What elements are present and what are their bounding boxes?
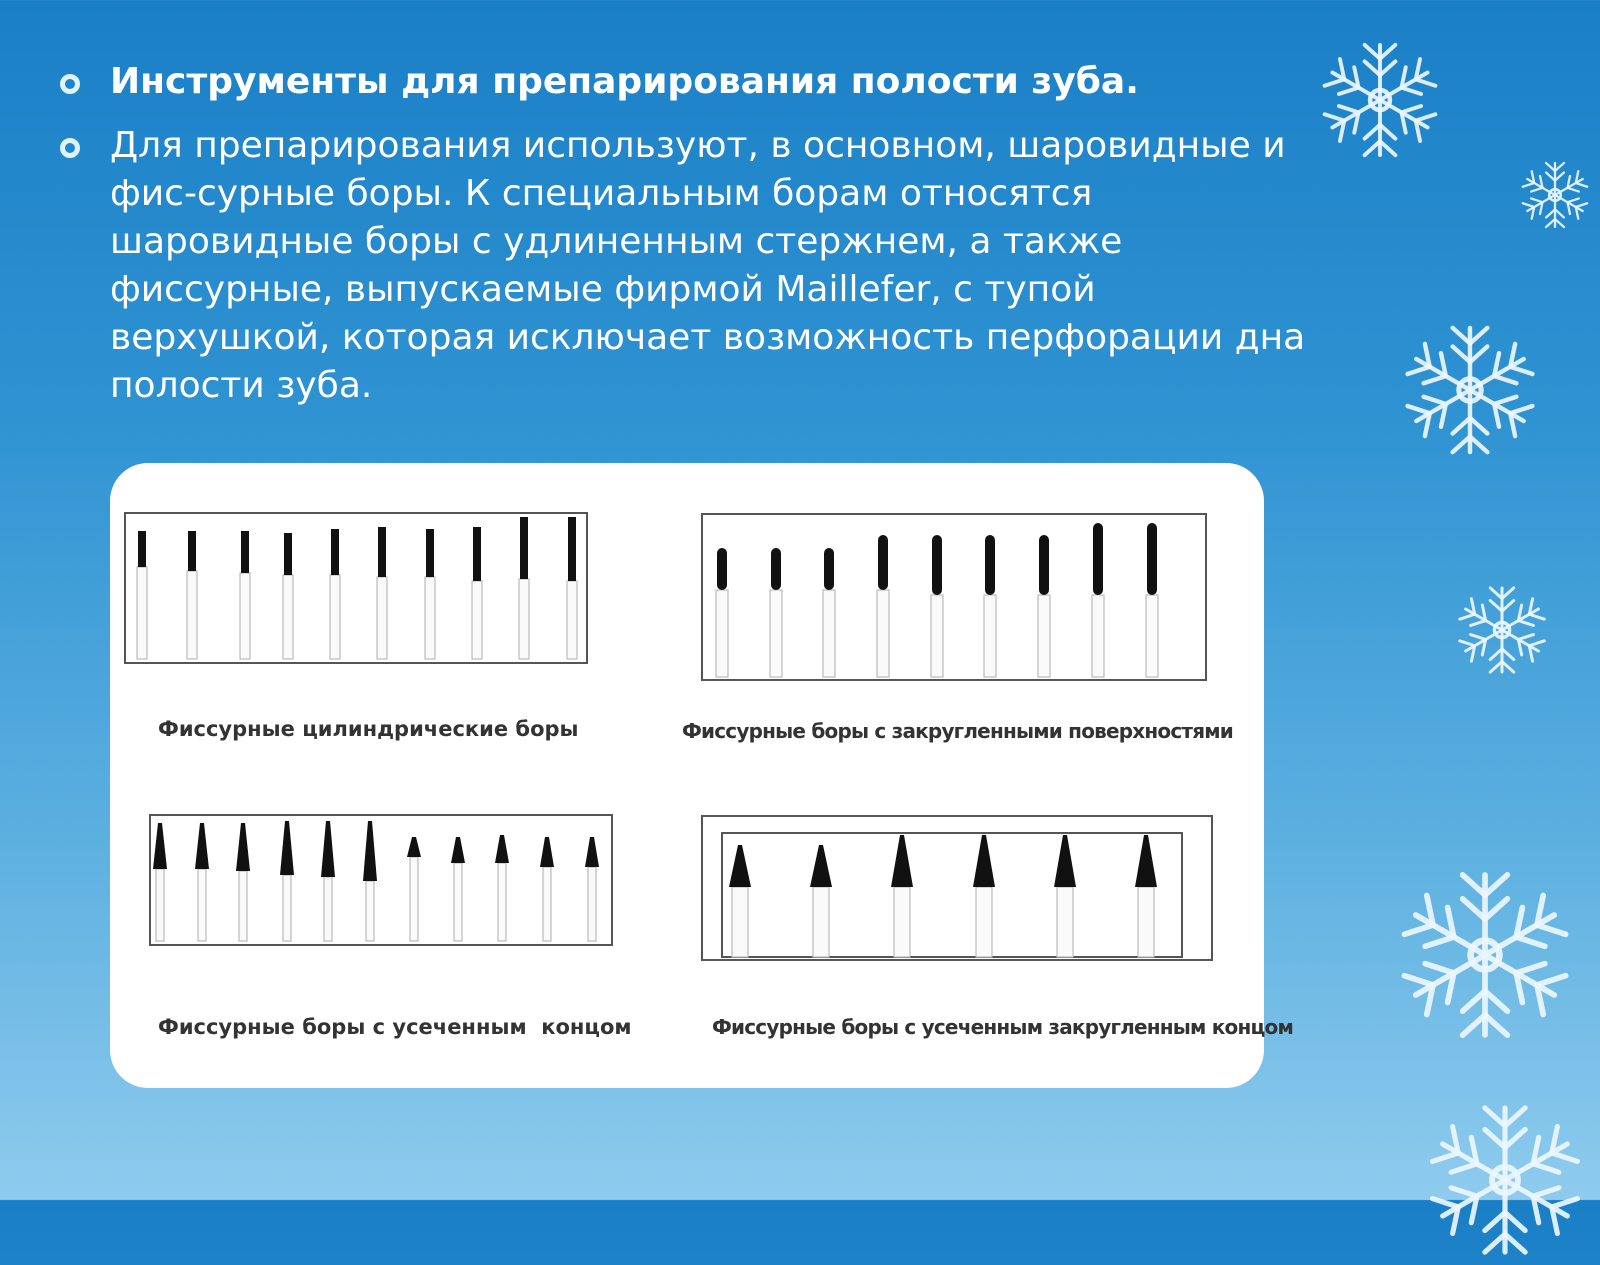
bur-head bbox=[717, 548, 727, 590]
bullet-body bbox=[60, 122, 1320, 410]
bur-head bbox=[407, 837, 421, 857]
bur-shank bbox=[454, 863, 462, 941]
bur-shank bbox=[1138, 887, 1154, 957]
bur-head bbox=[810, 845, 832, 887]
bur-shank bbox=[498, 863, 506, 941]
bur-shank bbox=[588, 867, 596, 941]
snowflake-icon bbox=[1310, 30, 1450, 170]
bur-shank bbox=[137, 567, 147, 659]
bur-shank bbox=[472, 581, 482, 659]
bur-head bbox=[153, 823, 167, 869]
bur-head bbox=[891, 835, 913, 887]
bur-head bbox=[878, 535, 888, 590]
bur-shank bbox=[894, 887, 910, 957]
bur-shank bbox=[187, 571, 197, 659]
slide-title: Инструменты для препарирования полости зуба. bbox=[110, 61, 1139, 102]
bur-shank bbox=[239, 871, 247, 941]
bur-shank bbox=[543, 867, 551, 941]
bur-head bbox=[520, 517, 528, 579]
bur-head bbox=[363, 821, 377, 881]
bur-shank bbox=[732, 887, 748, 957]
bur-head bbox=[585, 837, 599, 867]
bur-shank bbox=[1146, 595, 1158, 677]
bur-shank bbox=[931, 595, 943, 677]
bur-shank bbox=[1038, 595, 1050, 677]
bur-shank bbox=[366, 881, 374, 941]
bullet-ring-icon bbox=[60, 74, 80, 94]
snowflake-icon bbox=[1395, 315, 1545, 465]
bur-shank bbox=[324, 877, 332, 941]
bullet-ring-icon bbox=[60, 138, 80, 158]
bur-head bbox=[1147, 523, 1157, 595]
bur-head bbox=[138, 531, 146, 567]
snowflake-icon bbox=[1515, 155, 1595, 235]
bur-shank bbox=[156, 869, 164, 941]
bur-figure-panel bbox=[110, 463, 1294, 1088]
bur-head bbox=[321, 821, 335, 877]
bur-shank bbox=[198, 869, 206, 941]
bur-head bbox=[985, 535, 995, 595]
snowflake-icon bbox=[1420, 1095, 1590, 1265]
bur-head bbox=[771, 548, 781, 590]
bur-head bbox=[729, 845, 751, 887]
bur-shank bbox=[823, 590, 835, 677]
bur-head bbox=[241, 531, 249, 573]
bur-head bbox=[824, 548, 834, 590]
bur-shank bbox=[283, 575, 293, 659]
bur-head bbox=[1039, 535, 1049, 595]
bur-head bbox=[1054, 835, 1076, 887]
bur-head bbox=[540, 837, 554, 867]
bur-head bbox=[188, 531, 196, 571]
bur-shank bbox=[716, 590, 728, 677]
bur-head bbox=[1093, 523, 1103, 595]
bullet-title bbox=[60, 60, 1320, 104]
bur-head bbox=[473, 527, 481, 581]
bur-head bbox=[284, 533, 292, 575]
bur-head bbox=[451, 837, 465, 863]
caption-cylindrical: Фиссурные цилиндрические боры bbox=[158, 717, 579, 741]
bur-shank bbox=[283, 875, 291, 941]
bur-head bbox=[236, 823, 250, 871]
bur-shank bbox=[1092, 595, 1104, 677]
bur-head bbox=[973, 835, 995, 887]
bur-shank bbox=[976, 887, 992, 957]
bur-shank bbox=[377, 577, 387, 659]
bur-shank bbox=[425, 577, 435, 659]
caption-truncated-rounded: Фиссурные боры с усеченным закругленным концом bbox=[712, 1015, 1294, 1039]
bur-shank bbox=[813, 887, 829, 957]
bur-illustrations bbox=[110, 463, 1264, 1088]
bur-head bbox=[378, 527, 386, 577]
bur-shank bbox=[519, 579, 529, 659]
snowflake-icon bbox=[1390, 860, 1580, 1050]
snowflake-icon bbox=[1452, 580, 1552, 680]
bur-shank bbox=[770, 590, 782, 677]
bur-head bbox=[568, 517, 576, 581]
bullet-list bbox=[60, 60, 1320, 410]
slide-body-text: Для препарирования используют, в основном, шаровидные и фис-сурные боры. К специальным борам относятся шаровидные боры с удлиненным стержнем, а также фиссурные, выпускаемые фирмой Maillefer, с тупой верхушкой, которая исключает возможность перфорации дна полости зуба. bbox=[110, 125, 1306, 406]
bur-shank bbox=[330, 575, 340, 659]
bur-head bbox=[1135, 835, 1157, 887]
bur-shank bbox=[1057, 887, 1073, 957]
bur-head bbox=[195, 823, 209, 869]
bur-head bbox=[426, 529, 434, 577]
bur-shank bbox=[240, 573, 250, 659]
bur-shank bbox=[567, 581, 577, 659]
caption-truncated: Фиссурные боры с усеченным концом bbox=[158, 1015, 632, 1039]
bur-head bbox=[280, 821, 294, 875]
bur-shank bbox=[877, 590, 889, 677]
bur-head bbox=[495, 835, 509, 863]
caption-rounded: Фиссурные боры с закругленными поверхностями bbox=[682, 719, 1233, 743]
bur-shank bbox=[984, 595, 996, 677]
bur-head bbox=[932, 535, 942, 595]
bur-shank bbox=[410, 857, 418, 941]
bur-head bbox=[331, 529, 339, 575]
